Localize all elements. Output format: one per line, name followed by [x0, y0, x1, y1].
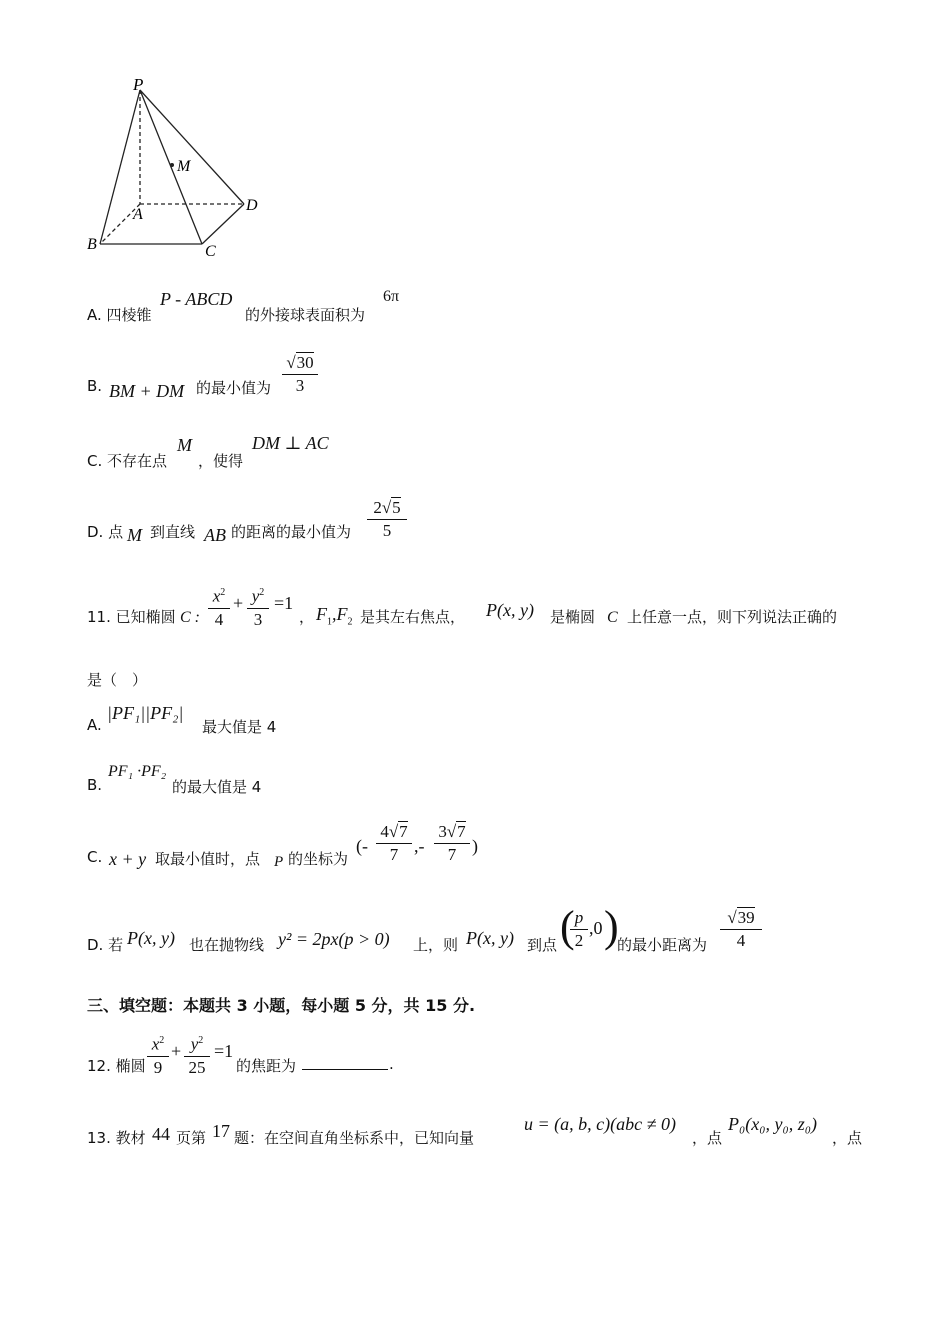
q13-point: P₀(x₀, y₀, z₀) [728, 1114, 817, 1134]
q10-option-a-mid: 的外接球表面积为 [245, 306, 366, 324]
q11-option-c-prefix: C. [87, 848, 103, 866]
q11-option-d-mid: 也在抛物线 [189, 936, 265, 954]
q11-option-c-sep: ,- [414, 836, 425, 856]
q11-option-a-tail: 最大值是 4 [202, 718, 277, 736]
q11-option-c-close: ) [472, 836, 478, 856]
q11-option-c-frac1: $\frac{4√7}{7}$ [376, 821, 412, 866]
q11-foci: $F_1,F_2$ [316, 604, 353, 628]
q11-option-c-mid: 取最小值时，点 [155, 850, 261, 868]
edge-PD [140, 90, 244, 204]
q10-option-d-math2: AB [204, 525, 226, 545]
label-C: C [205, 243, 216, 260]
pyramid-figure [80, 70, 280, 270]
q11-point: P(x, y) [486, 600, 534, 620]
q11-plus: + [233, 593, 244, 613]
q11-fraction-y: $\frac{y^2}{3}$ [247, 582, 269, 631]
q13-number: 17 [212, 1121, 230, 1141]
q13-mid1: 页第 [176, 1129, 207, 1147]
q12-prefix: 12. 椭圆 [87, 1057, 146, 1075]
q10-option-b-mid: 的最小值为 [196, 379, 272, 397]
label-B: B [87, 236, 97, 253]
q13-prefix: 13. 教材 [87, 1129, 146, 1147]
q11-option-d-mid4: 的最小距离为 [617, 936, 708, 954]
q10-option-c-mid: ，使得 [198, 452, 244, 470]
label-A: A [133, 206, 143, 223]
q10-option-d-math1: M [127, 525, 142, 545]
q11-option-d-prefix: D. 若 [87, 936, 124, 954]
q11-fraction-x: $\frac{x^2}{4}$ [208, 582, 230, 631]
q10-option-d-mid1: 到直线 [150, 523, 196, 541]
q11-option-b-prefix: B. [87, 776, 103, 794]
section-title: 三、填空题：本题共 3 小题，每小题 5 分，共 15 分. [87, 996, 476, 1015]
q13-vector: u = (a, b, c)(abc ≠ 0) [524, 1114, 676, 1134]
q12-tail: 的焦距为 [236, 1057, 297, 1075]
q10-option-b-math: BM + DM [109, 381, 185, 401]
q11-ellipse-name: C : [180, 609, 200, 626]
q11-option-d-mid3: 到点 [527, 936, 558, 954]
edge-CD [202, 204, 244, 244]
q13-page: 44 [152, 1124, 170, 1144]
q13-mid2: 题：在空间直角坐标系中，已知向量 [234, 1129, 475, 1147]
q11-option-d-rparen: ) [604, 902, 619, 951]
q10-option-d-mid2: 的距离的最小值为 [231, 523, 352, 541]
q10-option-c-prefix: C. 不存在点 [87, 452, 168, 470]
q11-stem-prefix: 11. 已知椭圆 [87, 608, 176, 626]
q11-option-c-math: x + y [109, 849, 147, 869]
q12-plus: + [171, 1041, 182, 1061]
q11-option-c-frac2: $\frac{3√7}{7}$ [434, 821, 470, 866]
q10-option-d-prefix: D. 点 [87, 523, 124, 541]
edge-PC [140, 90, 202, 244]
q12-end: . [389, 1055, 394, 1073]
q11-option-d-pfrac: $\frac{p}{2}$ [570, 907, 588, 952]
q11-option-d-fraction: $\frac{√39}{4}$ [720, 907, 762, 952]
q10-option-b-fraction: $\frac{√30}{3}$ [282, 352, 318, 397]
point-M [170, 163, 174, 167]
q11-option-a-prefix: A. [87, 716, 102, 734]
label-D: D [246, 197, 258, 214]
q11-option-b-tail: 的最大值是 4 [172, 778, 262, 796]
q11-stem-line2: 是（ ） [87, 671, 148, 689]
q11-option-d-zero: ,0 [589, 918, 603, 938]
q11-option-b-math: PF₁ ·PF₂ [108, 763, 167, 780]
q11-ellipse-name-2: C [607, 609, 618, 626]
q13-end: ，点 [832, 1129, 863, 1147]
q12-equals-one: =1 [214, 1041, 234, 1061]
q11-option-c-mid2: 的坐标为 [288, 850, 349, 868]
q10-option-a-prefix: A. 四棱锥 [87, 306, 152, 324]
q11-option-d-point: P(x, y) [127, 928, 175, 948]
q11-option-c-open: (- [356, 836, 368, 856]
q10-option-a-math: P - ABCD [160, 289, 233, 309]
q10-option-a-value: 6π [383, 288, 400, 305]
q11-option-d-parabola: y² = 2px(p > 0) [278, 929, 390, 949]
q11-stem-mid: 是椭圆 [550, 608, 596, 626]
q11-option-d-mid2: 上，则 [413, 936, 459, 954]
label-P: P [133, 75, 144, 94]
q11-option-d-point2: P(x, y) [466, 928, 514, 948]
q11-equals-one: =1 [274, 593, 294, 613]
q13-mid3: ，点 [692, 1129, 723, 1147]
q10-option-c-math2: DM ⊥ AC [252, 433, 329, 453]
q10-option-c-math1: M [177, 435, 192, 455]
q10-option-b-prefix: B. [87, 377, 103, 395]
q11-option-a-math: |PF₁||PF₂| [107, 703, 184, 723]
q12-answer-blank[interactable] [302, 1055, 388, 1074]
q11-comma: ， [299, 608, 315, 626]
q10-option-d-fraction: $\frac{2√5}{5}$ [367, 497, 407, 542]
label-M: M [177, 158, 191, 175]
q12-fraction-y: $\frac{y^2}{25}$ [184, 1030, 210, 1079]
q11-stem-end: 上任意一点，则下列说法正确的 [627, 608, 838, 626]
q11-foci-desc: 是其左右焦点， [360, 608, 466, 626]
q11-option-d-lparen: ( [560, 902, 575, 951]
q12-fraction-x: $\frac{x^2}{9}$ [147, 1030, 169, 1079]
q11-option-c-point: P [274, 854, 284, 870]
